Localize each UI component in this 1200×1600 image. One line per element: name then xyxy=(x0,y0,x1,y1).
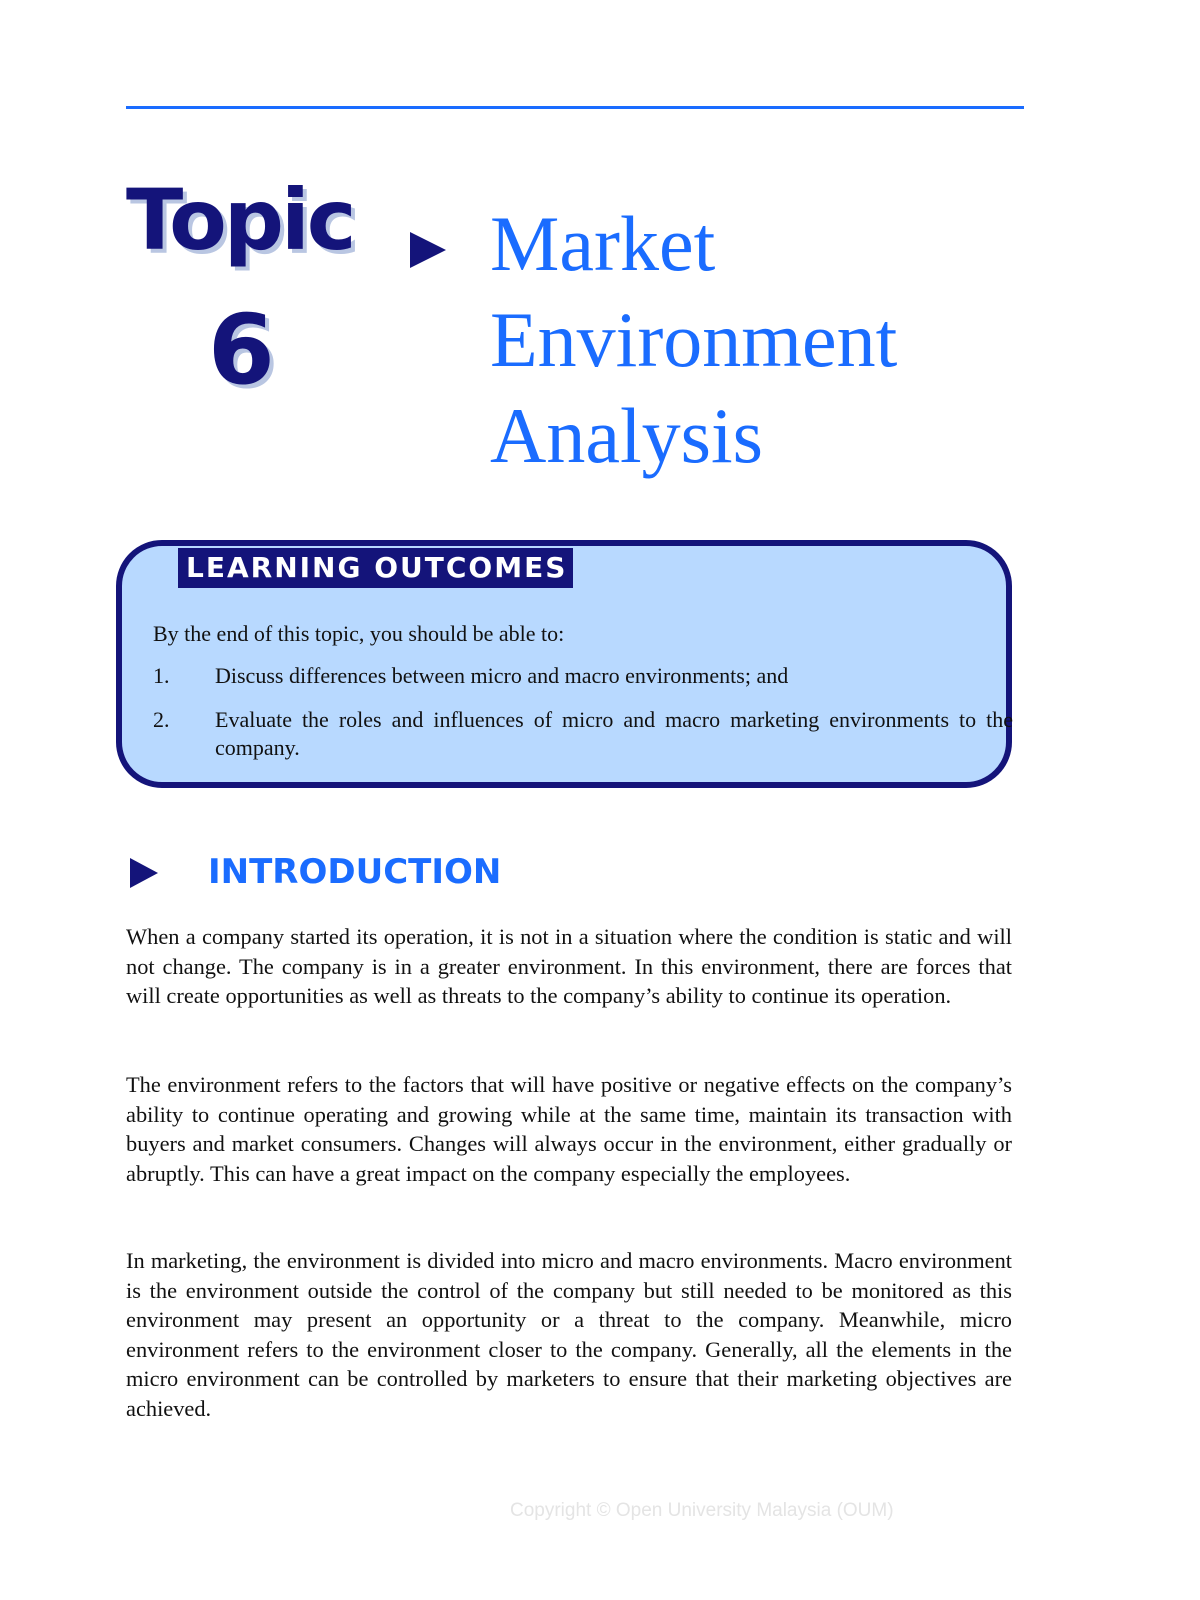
topic-number: 6 xyxy=(208,294,275,406)
learning-outcomes-heading: LEARNING OUTCOMES xyxy=(178,548,573,588)
section-arrow-icon xyxy=(130,858,158,888)
copyright-watermark: Copyright © Open University Malaysia (OUM) xyxy=(510,1500,894,1521)
chapter-title-line: Analysis xyxy=(490,392,763,479)
learning-outcome-item xyxy=(153,706,1023,766)
outcome-number: 2. xyxy=(153,707,170,732)
header-rule xyxy=(126,106,1024,109)
chapter-title-line: Environment xyxy=(490,296,898,383)
outcome-text: Evaluate the roles and influences of micro and macro marketing environments to the company. xyxy=(215,707,1013,760)
learning-outcomes-intro: By the end of this topic, you should be able to: xyxy=(153,621,565,646)
body-paragraph: In marketing, the environment is divided into micro and macro environments. Macro environment is the environment outside the control of the company but still needed to be monitored as this environment may present an opportunity or a threat to the company. Meanwhile, micro environment refers to the environment closer to the company. Generally, all the elements in the micro environment can be controlled by marketers to ensure that their marketing objectives are achieved. xyxy=(126,1248,1012,1421)
chapter-title-line: Market xyxy=(490,200,716,287)
body-paragraph: The environment refers to the factors that will have positive or negative effects on the company’s ability to continue operating and growing while at the same time, maintain its transaction with buyers and market consumers. Changes will always occur in the environment, either gradually or abruptly. This can have a great impact on the company especially the employees. xyxy=(126,1072,1012,1186)
title-arrow-icon xyxy=(410,232,446,268)
body-paragraph: When a company started its operation, it is not in a situation where the condition is static and will not change. The company is in a greater environment. In this environment, there are forces that will create opportunities as well as threats to the company’s ability to continue its operation. xyxy=(126,924,1012,1008)
introduction-heading: INTRODUCTION xyxy=(208,852,502,892)
topic-label: Topic xyxy=(126,171,354,269)
outcome-text: Discuss differences between micro and macro environments; and xyxy=(215,663,789,688)
outcome-number: 1. xyxy=(153,663,170,688)
chapter-title xyxy=(490,196,1110,484)
learning-outcome-item xyxy=(153,662,1023,692)
